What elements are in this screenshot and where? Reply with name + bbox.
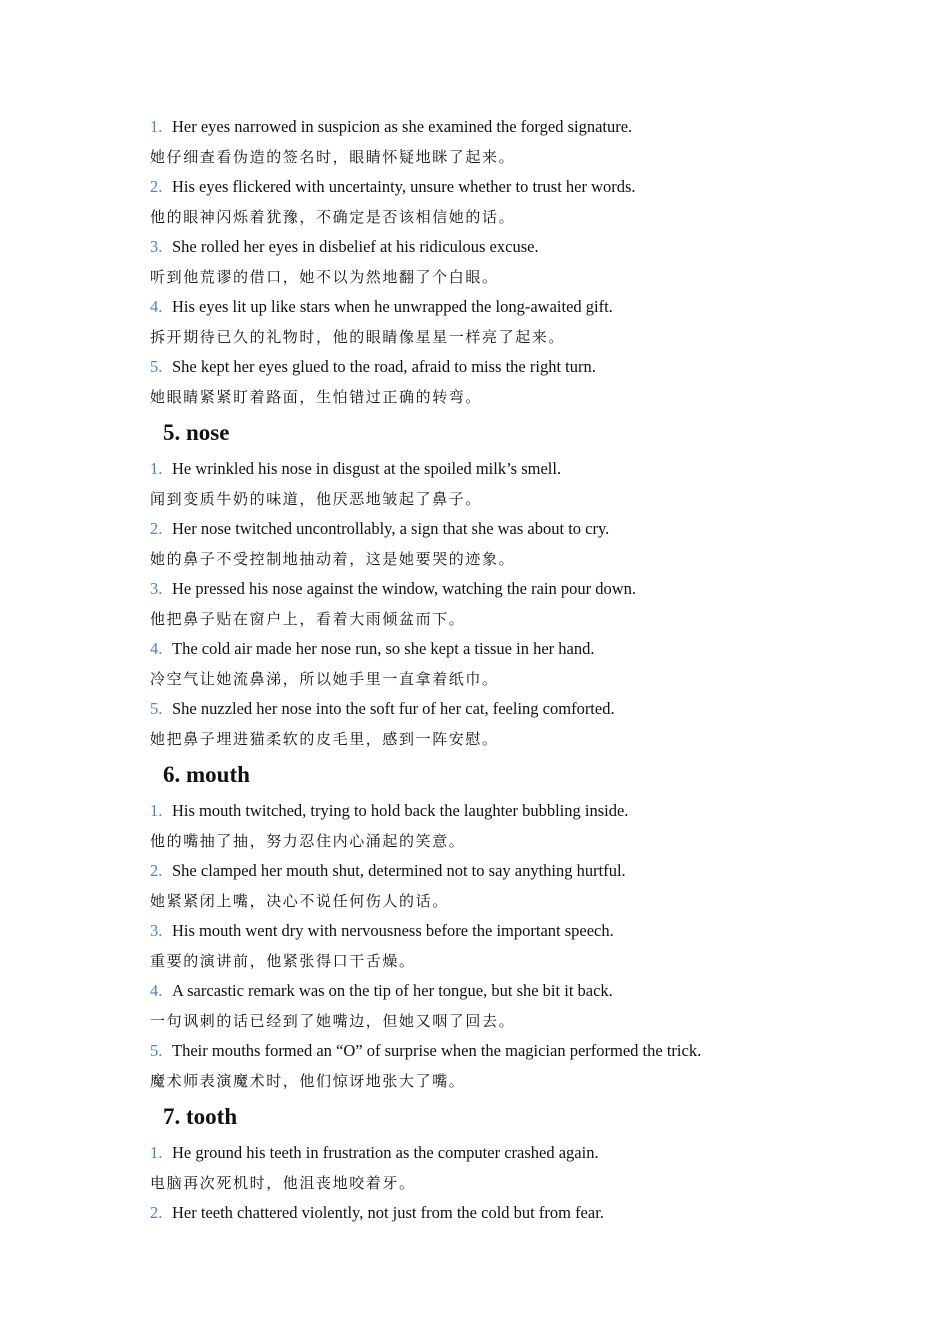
example-sentence-english (150, 634, 850, 664)
example-sentence-english (150, 796, 850, 826)
example-sentence-english (150, 574, 850, 604)
example-sentence-english (150, 1138, 850, 1168)
english-text: His mouth went dry with nervousness before the important speech. (172, 921, 614, 940)
english-text: He pressed his nose against the window, watching the rain pour down. (172, 579, 637, 598)
example-sentence-chinese: 她把鼻子埋进猫柔软的皮毛里，感到一阵安慰。 (150, 730, 499, 748)
english-text: Her nose twitched uncontrollably, a sign that she was about to cry. (172, 519, 610, 538)
example-sentence-chinese: 听到他荒谬的借口，她不以为然地翻了个白眼。 (150, 268, 499, 286)
document-body (150, 112, 850, 1228)
example-sentence-chinese: 他的嘴抽了抽，努力忍住内心涌起的笑意。 (150, 832, 466, 850)
list-number: 5. (150, 357, 163, 376)
english-text: His eyes flickered with uncertainty, unsure whether to trust her words. (172, 177, 636, 196)
example-sentence-chinese: 她的鼻子不受控制地抽动着，这是她要哭的迹象。 (150, 550, 516, 568)
english-text: She kept her eyes glued to the road, afraid to miss the right turn. (172, 357, 596, 376)
list-number: 2. (150, 1203, 163, 1222)
example-sentence-chinese: 电脑再次死机时，他沮丧地咬着牙。 (150, 1174, 416, 1192)
example-sentence-english (150, 112, 850, 142)
english-text: She nuzzled her nose into the soft fur of her cat, feeling comforted. (172, 699, 615, 718)
example-sentence-chinese: 他把鼻子贴在窗户上，看着大雨倾盆而下。 (150, 610, 466, 628)
example-sentence-chinese: 她仔细查看伪造的签名时，眼睛怀疑地眯了起来。 (150, 148, 516, 166)
example-sentence-chinese: 她眼睛紧紧盯着路面，生怕错过正确的转弯。 (150, 388, 483, 406)
list-number: 4. (150, 639, 163, 658)
example-sentence-english (150, 1198, 850, 1228)
list-number: 1. (150, 1143, 163, 1162)
list-number: 2. (150, 177, 163, 196)
english-text: The cold air made her nose run, so she kept a tissue in her hand. (172, 639, 595, 658)
example-sentence-english (150, 976, 850, 1006)
english-text: His mouth twitched, trying to hold back the laughter bubbling inside. (172, 801, 629, 820)
section-heading: 7. tooth (163, 1104, 238, 1129)
list-number: 5. (150, 699, 163, 718)
english-text: His eyes lit up like stars when he unwrapped the long-awaited gift. (172, 297, 613, 316)
example-sentence-english (150, 1036, 850, 1066)
example-sentence-chinese: 一句讽刺的话已经到了她嘴边，但她又咽了回去。 (150, 1012, 516, 1030)
english-text: Her teeth chattered violently, not just from the cold but from fear. (172, 1203, 604, 1222)
list-number: 4. (150, 297, 163, 316)
section-heading: 5. nose (163, 420, 230, 445)
english-text: Her eyes narrowed in suspicion as she examined the forged signature. (172, 117, 633, 136)
example-sentence-chinese: 重要的演讲前，他紧张得口干舌燥。 (150, 952, 416, 970)
list-number: 3. (150, 921, 163, 940)
example-sentence-english (150, 352, 850, 382)
list-number: 3. (150, 579, 163, 598)
example-sentence-chinese: 魔术师表演魔术时，他们惊讶地张大了嘴。 (150, 1072, 466, 1090)
example-sentence-english (150, 694, 850, 724)
english-text: He wrinkled his nose in disgust at the spoiled milk’s smell. (172, 459, 562, 478)
english-text: She rolled her eyes in disbelief at his ridiculous excuse. (172, 237, 539, 256)
list-number: 5. (150, 1041, 163, 1060)
english-text: He ground his teeth in frustration as the computer crashed again. (172, 1143, 599, 1162)
example-sentence-chinese: 拆开期待已久的礼物时，他的眼睛像星星一样亮了起来。 (150, 328, 566, 346)
list-number: 2. (150, 861, 163, 880)
english-text: She clamped her mouth shut, determined not to say anything hurtful. (172, 861, 626, 880)
example-sentence-english (150, 172, 850, 202)
english-text: Their mouths formed an “O” of surprise when the magician performed the trick. (172, 1041, 702, 1060)
example-sentence-english (150, 454, 850, 484)
example-sentence-english (150, 232, 850, 262)
example-sentence-english (150, 856, 850, 886)
example-sentence-chinese: 他的眼神闪烁着犹豫，不确定是否该相信她的话。 (150, 208, 516, 226)
example-sentence-english (150, 514, 850, 544)
example-sentence-chinese: 闻到变质牛奶的味道，他厌恶地皱起了鼻子。 (150, 490, 483, 508)
english-text: A sarcastic remark was on the tip of her tongue, but she bit it back. (172, 981, 613, 1000)
list-number: 2. (150, 519, 163, 538)
section-heading: 6. mouth (163, 762, 250, 787)
example-sentence-english (150, 292, 850, 322)
list-number: 1. (150, 459, 163, 478)
list-number: 1. (150, 801, 163, 820)
example-sentence-english (150, 916, 850, 946)
example-sentence-chinese: 冷空气让她流鼻涕，所以她手里一直拿着纸巾。 (150, 670, 499, 688)
example-sentence-chinese: 她紧紧闭上嘴，决心不说任何伤人的话。 (150, 892, 449, 910)
list-number: 3. (150, 237, 163, 256)
list-number: 1. (150, 117, 163, 136)
list-number: 4. (150, 981, 163, 1000)
